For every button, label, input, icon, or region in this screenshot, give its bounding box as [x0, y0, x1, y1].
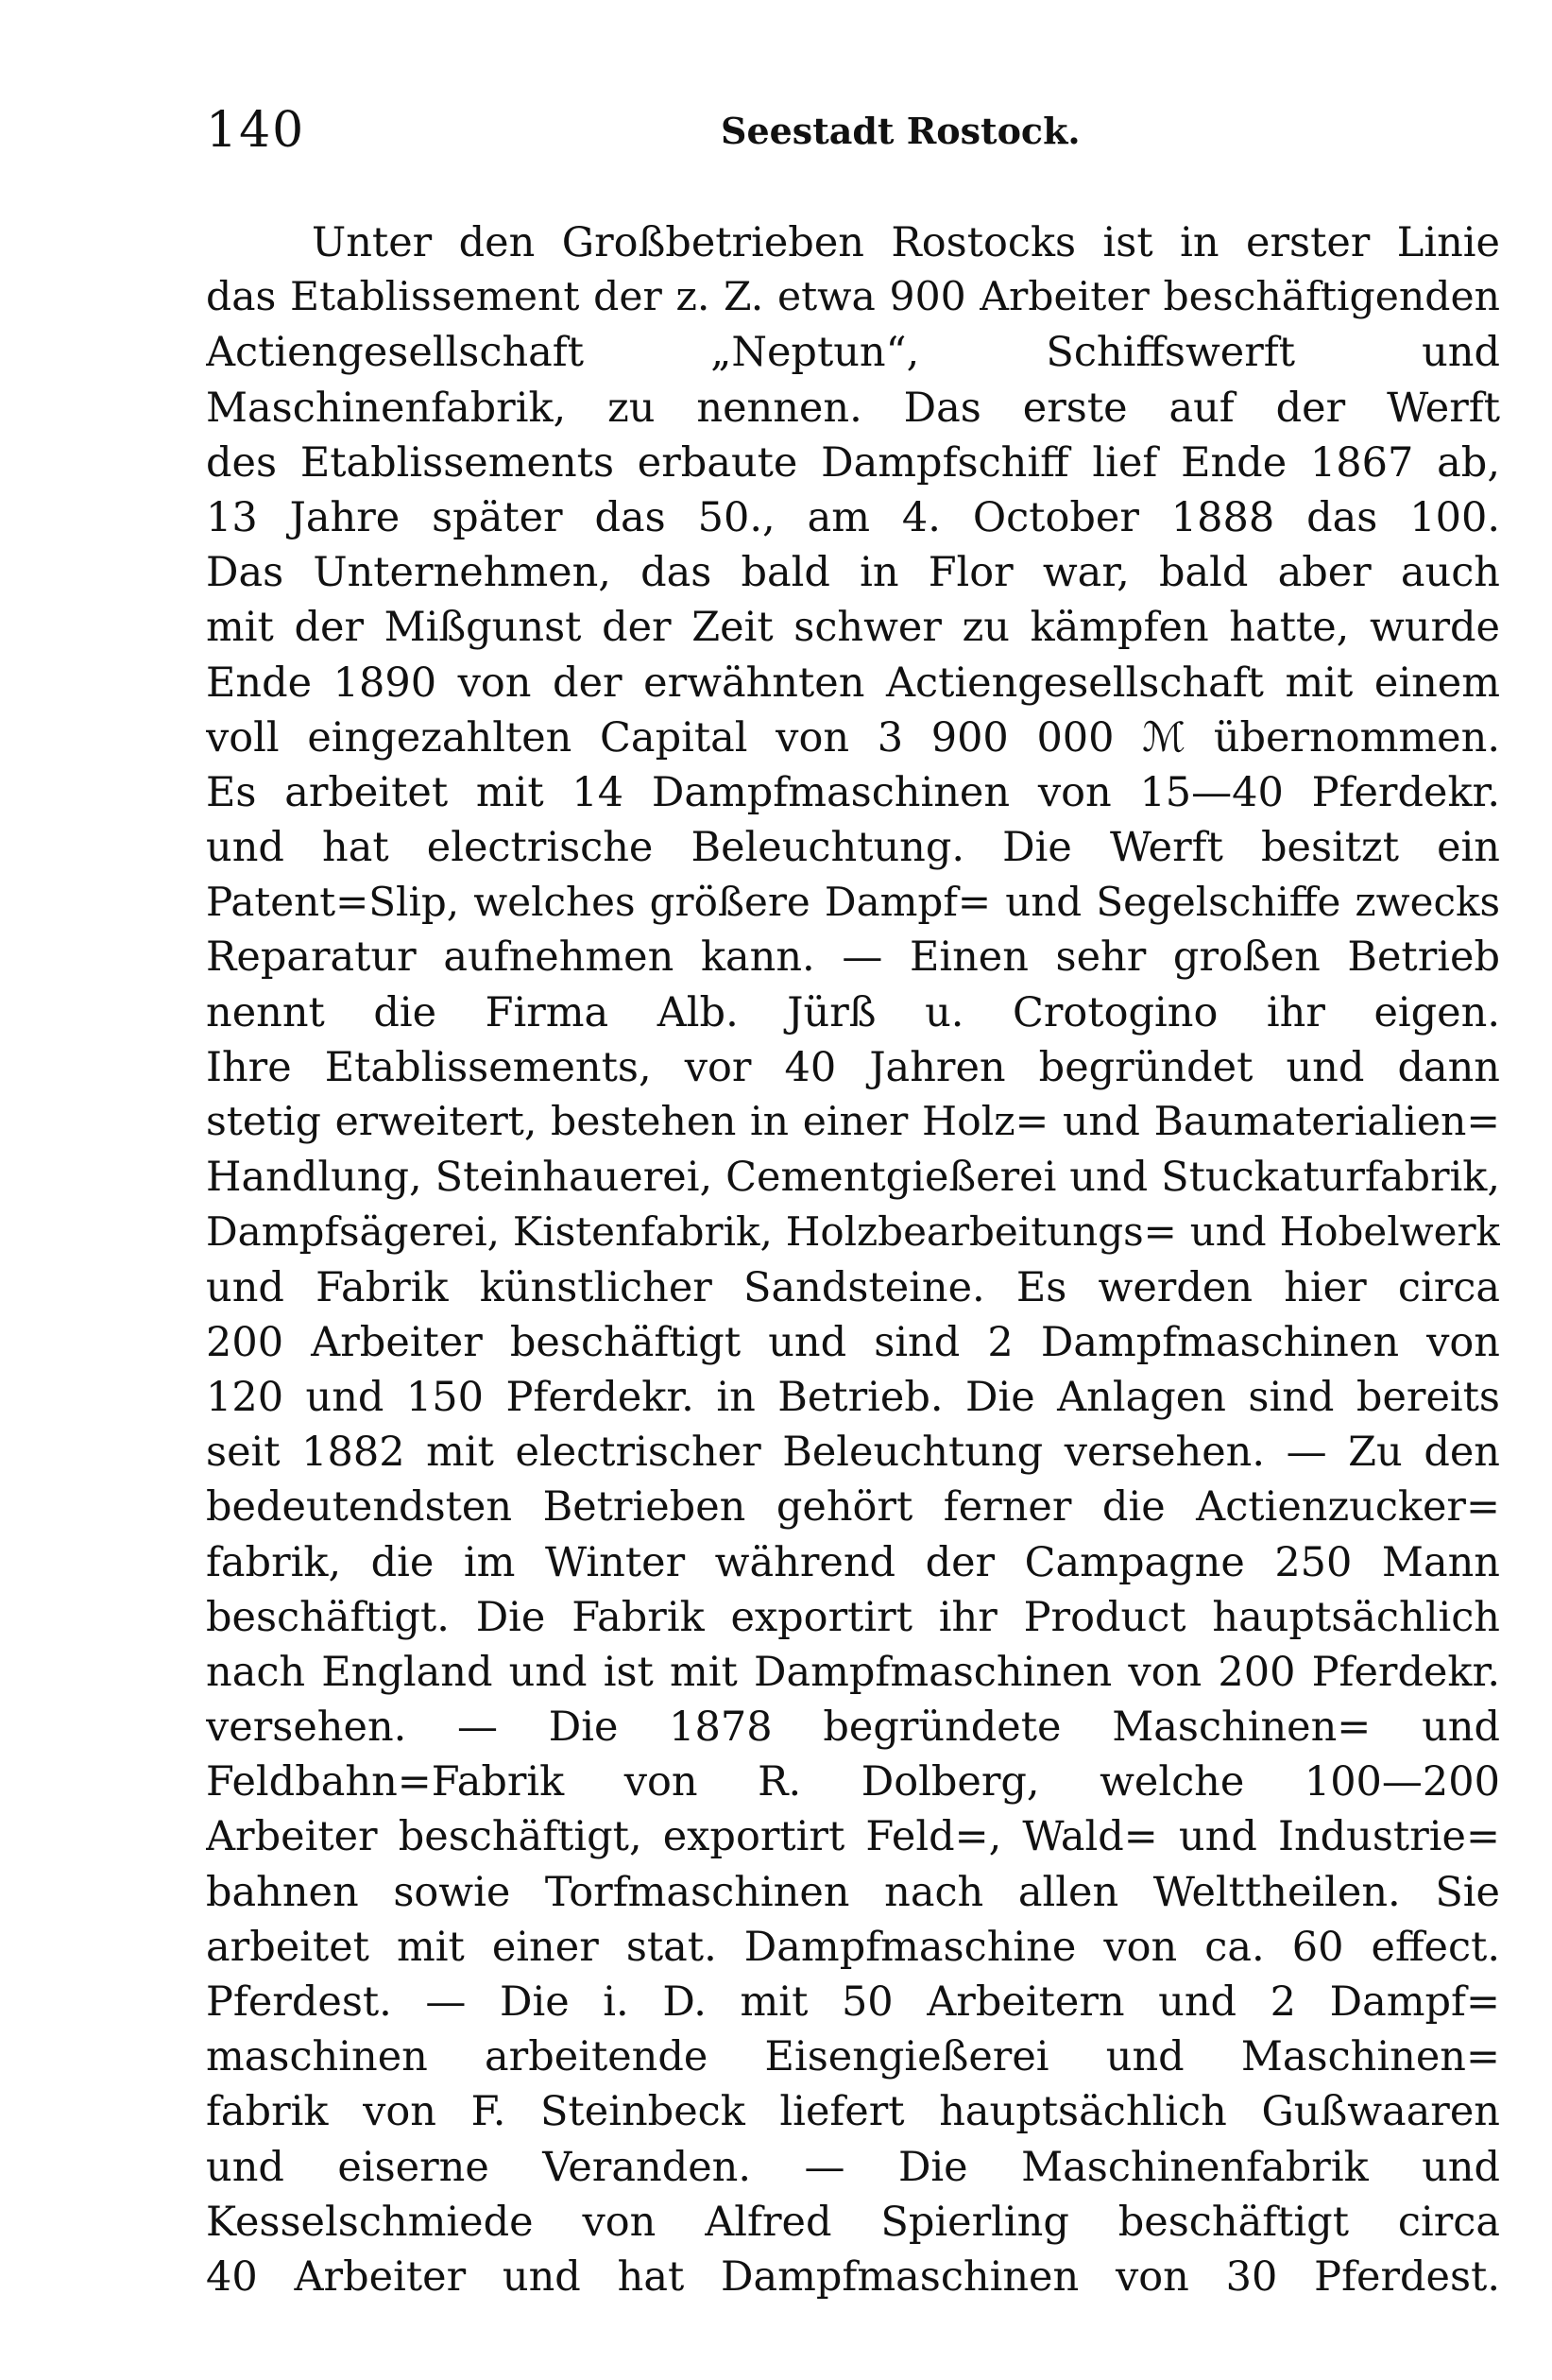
text-line: 40 Arbeiter und hat Dampfmaschinen von 30 Pferdest.	[206, 2252, 1500, 2301]
text-line: Unter den Großbetrieben Rostocks ist in erster Linie	[312, 219, 1500, 266]
body-text	[206, 215, 1500, 2304]
text-line: Actiengesellschaft „Neptun“, Schiffswerft und	[206, 329, 1500, 377]
page-header	[206, 102, 1500, 159]
running-head: Seestadt Rostock.	[721, 110, 1081, 152]
text-line: und Fabrik künstlicher Sandsteine. Es werden hier circa	[206, 1263, 1500, 1311]
text-line: Pferdest. — Die i. D. mit 50 Arbeitern und 2 Dampf=	[206, 1978, 1500, 2026]
text-line: Handlung, Steinhauerei, Cementgießerei und Stuckaturfabrik,	[206, 1154, 1500, 1202]
text-line: seit 1882 mit electrischer Beleuchtung versehen. — Zu den	[206, 1429, 1500, 1477]
text-line: Es arbeitet mit 14 Dampfmaschinen von 15—40 Pferdekr.	[206, 768, 1500, 816]
text-line: mit der Mißgunst der Zeit schwer zu kämpfen hatte, wurde	[206, 604, 1500, 652]
text-line: Kesselschmiede von Alfred Spierling beschäftigt circa	[206, 2198, 1500, 2246]
text-line: 13 Jahre später das 50., am 4. October 1888 das 100.	[206, 493, 1500, 541]
text-line: Ende 1890 von der erwähnten Actiengesellschaft mit einem	[206, 659, 1500, 707]
text-line: des Etablissements erbaute Dampfschiff lief Ende 1867 ab,	[206, 438, 1500, 487]
text-line: und eiserne Veranden. — Die Maschinenfabrik und	[206, 2143, 1500, 2191]
text-line: und hat electrische Beleuchtung. Die Werft besitzt ein	[206, 824, 1500, 872]
text-line: beschäftigt. Die Fabrik exportirt ihr Product hauptsächlich	[206, 1593, 1500, 1641]
text-line: Dampfsägerei, Kistenfabrik, Holzbearbeitungs= und Hobelwerk	[206, 1208, 1500, 1256]
text-line: Patent=Slip, welches größere Dampf= und Segelschiffe zwecks	[206, 879, 1500, 926]
text-line: bahnen sowie Torfmaschinen nach allen Welttheilen. Sie	[206, 1868, 1500, 1916]
text-line: stetig erweitert, bestehen in einer Holz= und Baumaterialien=	[206, 1099, 1500, 1145]
text-line: Feldbahn=Fabrik von R. Dolberg, welche 100—200	[206, 1758, 1500, 1806]
text-line: voll eingezahlten Capital von 3 900 000 ℳ übernommen.	[206, 713, 1500, 762]
text-line: 120 und 150 Pferdekr. in Betrieb. Die Anlagen sind bereits	[206, 1373, 1500, 1421]
text-line: versehen. — Die 1878 begründete Maschinen= und	[206, 1704, 1500, 1752]
text-line: nennt die Firma Alb. Jürß u. Crotogino ihr eigen.	[206, 988, 1500, 1036]
text-line: Ihre Etablissements, vor 40 Jahren begründet und dann	[206, 1043, 1500, 1091]
text-line: fabrik von F. Steinbeck liefert hauptsächlich Gußwaaren	[206, 2088, 1500, 2136]
text-line: 200 Arbeiter beschäftigt und sind 2 Dampfmaschinen von	[206, 1318, 1500, 1366]
text-line: fabrik, die im Winter während der Campagne 250 Mann	[206, 1538, 1500, 1586]
text-line: Das Unternehmen, das bald in Flor war, bald aber auch	[206, 549, 1500, 597]
page-number: 140	[206, 102, 306, 159]
text-line: Arbeiter beschäftigt, exportirt Feld=, Wald= und Industrie=	[206, 1813, 1500, 1861]
text-line: das Etablissement der z. Z. etwa 900 Arbeiter beschäftigenden	[206, 274, 1500, 321]
text-line: bedeutendsten Betrieben gehört ferner die Actienzucker=	[206, 1483, 1500, 1532]
text-line: nach England und ist mit Dampfmaschinen von 200 Pferdekr.	[206, 1648, 1500, 1696]
text-line: arbeitet mit einer stat. Dampfmaschine von ca. 60 effect.	[206, 1923, 1500, 1971]
text-line: maschinen arbeitende Eisengießerei und Maschinen=	[206, 2033, 1500, 2081]
text-line: Maschinenfabrik, zu nennen. Das erste auf der Werft	[206, 384, 1500, 432]
text-line: Reparatur aufnehmen kann. — Einen sehr großen Betrieb	[206, 933, 1500, 982]
